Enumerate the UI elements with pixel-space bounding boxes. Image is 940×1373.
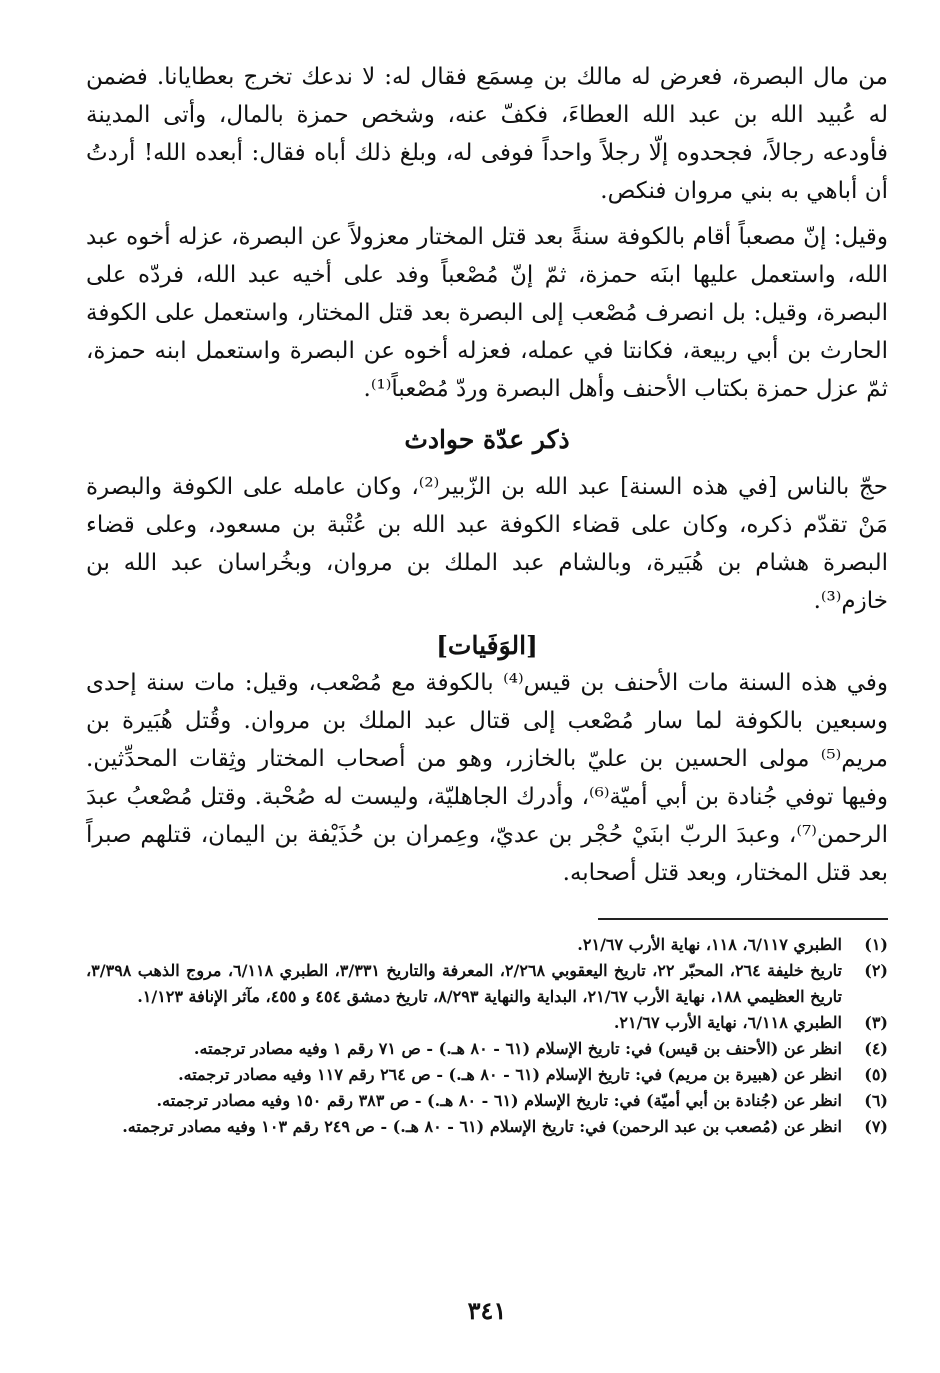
footnote-number: (٦) [864, 1091, 888, 1110]
footnotes-list [86, 932, 888, 1140]
footnote-number: (٧) [864, 1117, 888, 1136]
body-paragraph-1: من مال البصرة، فعرض له مالك بن مِسمَع فقال له: لا ندعك تخرج بعطايانا. فضمن له عُبيد الله بن عبد الله العطاءَ، فكفّ عنه، وشخص حمزة بالمال، وأتى المدينة فأودعه رجالاً، فجحدوه إلّا رجلاً واحداً فوفى له، وبلغ ذلك أباه فقال: أبعده الله! أردتُ أن أباهي به بني مروان فنكص. [86, 64, 888, 204]
footnote-number: (٥) [864, 1065, 888, 1084]
section-heading: ذكر عدّة حوادث [404, 425, 570, 454]
footnote-text: انظر عن (جُنادة بن أبي أميّة) في: تاريخ الإسلام (٦١ - ٨٠ هـ.) - ص ٣٨٣ رقم ١٥٠ وفيه مصادر ترجمته. [156, 1091, 842, 1110]
section-paragraph: حجّ بالناس [في هذه السنة] عبد الله بن الزّبير⁽²⁾، وكان عامله على الكوفة والبصرة مَنْ تقدّم ذكره، وكان على قضاء الكوفة عبد الله بن عُتْبة بن مسعود، وعلى قضاء البصرة هشام بن هُبَيرة، وبالشام عبد الملك بن مروان، وبخُراسان عبد الله بن خازم⁽³⁾. [86, 474, 888, 614]
footnote-divider [598, 918, 888, 920]
footnote [86, 1088, 888, 1114]
footnote [86, 932, 888, 958]
deaths-heading: [الوَفَيات] [436, 631, 538, 660]
footnote [86, 1114, 888, 1140]
footnote-text: انظر عن (مُصعب بن عبد الرحمن) في: تاريخ الإسلام (٦١ - ٨٠ هـ.) - ص ٢٤٩ رقم ١٠٣ وفيه مصادر ترجمته. [122, 1117, 842, 1136]
footnote-number: (٣) [864, 1013, 888, 1032]
footnote-text: انظر عن (الأحنف بن قيس) في: تاريخ الإسلام (٦١ - ٨٠ هـ.) - ص ٧١ رقم ١ وفيه مصادر ترجمته. [193, 1039, 842, 1058]
footnote-number: (٤) [864, 1039, 888, 1058]
footnote-text: تاريخ خليفة ٢٦٤، المحبّر ٢٢، تاريخ اليعقوبي ٢/٢٦٨، المعرفة والتاريخ ٣/٣٣١، الطبري ٦/١١٨، مروج الذهب ٣/٣٩٨، تاريخ العظيمي ١٨٨، نهاية الأرب ٢١/٦٧، البداية والنهاية ٨/٢٩٣، تاريخ دمشق ٤٥٤ و ٤٥٥، مآثر الإنافة ١/١٢٣. [86, 961, 843, 1006]
footnote-number: (١) [864, 935, 888, 954]
footnote-text: انظر عن (هبيرة بن مريم) في: تاريخ الإسلام (٦١ - ٨٠ هـ.) - ص ٢٦٤ رقم ١١٧ وفيه مصادر ترجمته. [178, 1065, 842, 1084]
deaths-paragraph: وفي هذه السنة مات الأحنف بن قيس⁽⁴⁾ بالكوفة مع مُصْعب، وقيل: مات سنة إحدى وسبعين بالكوفة لما سار مُصْعب إلى قتال عبد الملك بن مروان. وقُتل هُبَيرة بن مريم⁽⁵⁾ مولى الحسين بن عليّ بالخازر، وهو من أصحاب المختار وثِقات المحدِّثين. وفيها توفي جُنادة بن أبي أميّة⁽⁶⁾، وأدرك الجاهليّة، وليست له صُحْبة. وقتل مُصْعبُ عبدَ الرحمن⁽⁷⁾، وعبدَ الربّ ابنَيْ حُجْر بن عديّ، وعِمران بن حُذَيْفة بن اليمان، قتلهم صبراً بعد قتل المختار، وبعد قتل أصحابه. [86, 670, 888, 886]
footnote [86, 1062, 888, 1088]
footnote [86, 1010, 888, 1036]
book-page [86, 58, 888, 1333]
footnote [86, 958, 888, 1010]
body-paragraph-2: وقيل: إنّ مصعباً أقام بالكوفة سنةً بعد قتل المختار معزولاً عن البصرة، عزله أخوه عبد الله، واستعمل عليها ابنَه حمزة، ثمّ إنّ مُصْعباً وفد على أخيه عبد الله، فردّه على البصرة، وقيل: بل انصرف مُصْعب إلى البصرة بعد قتل المختار، واستعمل على الكوفة الحارث بن أبي ربيعة، فكانتا في عمله، فعزله أخوه عن البصرة واستعمل ابنه حمزة، ثمّ عزل حمزة بكتاب الأحنف وأهل البصرة وردّ مُصْعباً⁽¹⁾. [86, 224, 888, 402]
footnote [86, 1036, 888, 1062]
footnote-text: الطبري ٦/١١٧، ١١٨، نهاية الأرب ٢١/٦٧. [577, 935, 842, 954]
footnote-text: الطبري ٦/١١٨، نهاية الأرب ٢١/٦٧. [613, 1013, 842, 1032]
footnote-number: (٢) [864, 961, 888, 980]
page-number: ٣٤١ [467, 1296, 507, 1325]
